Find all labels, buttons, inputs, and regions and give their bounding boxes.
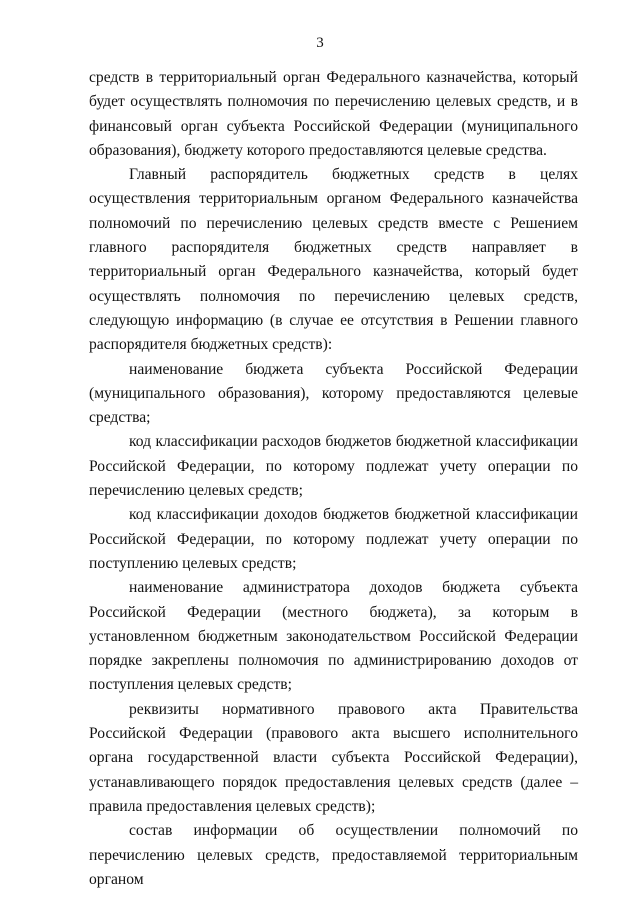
page-number: 3 [316, 35, 324, 51]
list-item-administrator-name: наименование администратора доходов бюджета субъекта Российской Федерации (местного бюджета), за которым в установленном бюджетным законодательством Российской Федерации порядке закреплены полномочия по администрированию доходов от поступления целевых средств; [89, 579, 578, 694]
list-item-expense-code: код классификации расходов бюджетов бюджетной классификации Российской Федерации, по которому подлежат учету операции по перечислению целевых средств; [89, 433, 578, 500]
paragraph-2: Главный распорядитель бюджетных средств в целях осуществления территориальным органом Федерального казначейства полномочий по перечислению целевых средств вместе с Решением главного распорядителя бюджетных средств направляет в территориальный орган Федерального казначейства, который будет осуществлять полномочия по перечислению целевых средств, следующую информацию (в случае ее отсутствия в Решении главного распорядителя бюджетных средств): [89, 166, 578, 354]
paragraph-1: средств в территориальный орган Федерального казначейства, который будет осуществлять полномочия по перечислению целевых средств, и в финансовый орган субъекта Российской Федерации (муниципального образования), бюджету которого предоставляются целевые средства. [89, 69, 578, 159]
list-item-income-code: код классификации доходов бюджетов бюджетной классификации Российской Федерации, по которому подлежат учету операции по поступлению целевых средств; [89, 506, 578, 572]
list-item-budget-name: наименование бюджета субъекта Российской Федерации (муниципального образования), которому предоставляются целевые средства; [89, 360, 578, 427]
list-item-legal-act-details: реквизиты нормативного правового акта Правительства Российской Федерации (правового акта высшего исполнительного органа государственной власти субъекта Российской Федерации), устанавливающего порядок предоставления целевых средств (далее – правила предоставления целевых средств); [89, 700, 578, 815]
document-body [89, 66, 578, 892]
list-item-information-composition: состав информации об осуществлении полномочий по перечислению целевых средств, предоставляемой территориальным органом [89, 822, 578, 888]
